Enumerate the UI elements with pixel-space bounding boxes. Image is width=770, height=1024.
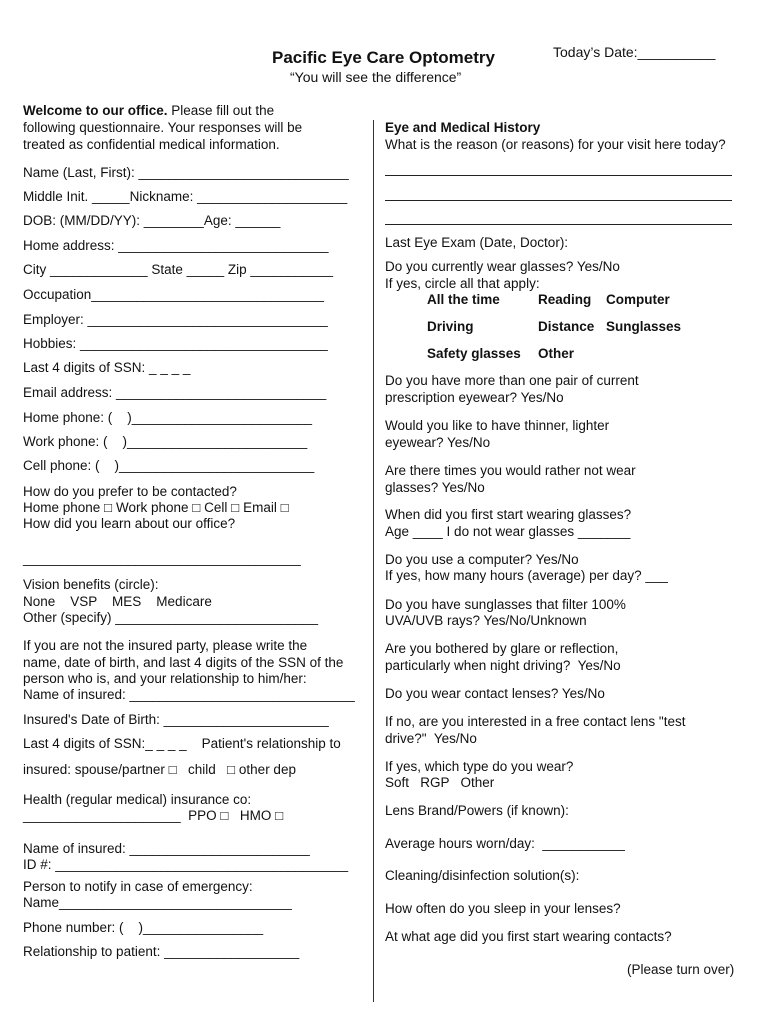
option-safety-glasses[interactable]: Safety glasses: [427, 346, 521, 361]
hobbies-field[interactable]: Hobbies: _________________________________: [23, 336, 328, 351]
sleep-in-lenses-field[interactable]: How often do you sleep in your lenses?: [385, 901, 621, 916]
circle-instruction: If yes, circle all that apply:: [385, 276, 540, 291]
visit-reason-question: What is the reason (or reasons) for your visit here today?: [385, 137, 726, 152]
turn-over-note: (Please turn over): [627, 962, 735, 977]
emergency-relationship-field[interactable]: Relationship to patient: __________________: [23, 944, 300, 959]
city-state-zip-field[interactable]: City _____________ State _____ Zip ___________: [23, 262, 334, 277]
vision-benefits-options[interactable]: None VSP MES Medicare: [23, 594, 212, 609]
not-wear-question-2[interactable]: glasses? Yes/No: [385, 480, 485, 495]
visit-reason-line-3[interactable]: [385, 224, 732, 225]
multiple-pairs-question-2[interactable]: prescription eyewear? Yes/No: [385, 390, 564, 405]
ssn-field[interactable]: Last 4 digits of SSN: _ _ _ _: [23, 360, 191, 375]
computer-use-question[interactable]: Do you use a computer? Yes/No: [385, 552, 579, 567]
option-other[interactable]: Other: [538, 346, 575, 361]
vision-other-field[interactable]: Other (specify) ___________________________: [23, 610, 318, 625]
learn-about-field[interactable]: _____________________________________: [23, 551, 301, 566]
emergency-phone-field[interactable]: Phone number: ( )________________: [23, 920, 264, 935]
computer-hours-field[interactable]: If yes, how many hours (average) per day? ___: [385, 568, 668, 583]
welcome-line-1: [23, 103, 274, 119]
welcome-bold: Welcome to our office.: [23, 103, 168, 118]
lens-type-question: If yes, which type do you wear?: [385, 759, 574, 774]
name-field[interactable]: Name (Last, First): ____________________________: [23, 165, 349, 180]
page-title: Pacific Eye Care Optometry: [272, 48, 495, 67]
option-sunglasses[interactable]: Sunglasses: [606, 319, 682, 334]
emergency-name-field[interactable]: Name_______________________________: [23, 895, 292, 910]
not-wear-question-1: Are there times you would rather not wear: [385, 463, 636, 478]
health-insurance-label: Health (regular medical) insurance co:: [23, 792, 252, 807]
contact-preference-question: How do you prefer to be contacted?: [23, 484, 237, 499]
glare-question-2[interactable]: particularly when night driving? Yes/No: [385, 658, 621, 673]
multiple-pairs-question-1: Do you have more than one pair of current: [385, 373, 639, 388]
option-driving[interactable]: Driving: [427, 319, 474, 334]
test-drive-question-1: If no, are you interested in a free contact lens "test: [385, 714, 686, 729]
visit-reason-line-2[interactable]: [385, 200, 732, 201]
cell-phone-field[interactable]: Cell phone: ( )__________________________: [23, 458, 315, 473]
vision-benefits-label: Vision benefits (circle):: [23, 577, 159, 592]
insured-instructions-1: If you are not the insured party, please write the: [23, 638, 308, 653]
option-distance[interactable]: Distance: [538, 319, 595, 334]
employer-field[interactable]: Employer: ________________________________: [23, 312, 328, 327]
lens-brand-field[interactable]: Lens Brand/Powers (if known):: [385, 803, 569, 818]
home-address-field[interactable]: Home address: ____________________________: [23, 238, 329, 253]
contacts-start-age-field[interactable]: At what age did you first start wearing contacts?: [385, 929, 672, 944]
todays-date-field[interactable]: Today’s Date:__________: [553, 44, 716, 60]
uv-sunglasses-question-1: Do you have sunglasses that filter 100%: [385, 597, 626, 612]
welcome-line-2: following questionnaire. Your responses will be: [23, 120, 303, 135]
learn-about-question: How did you learn about our office?: [23, 516, 236, 531]
insured-instructions-2: name, date of birth, and last 4 digits of the SSN of the: [23, 655, 344, 670]
option-reading[interactable]: Reading: [538, 292, 592, 307]
lens-type-options[interactable]: Soft RGP Other: [385, 775, 495, 790]
thinner-eyewear-question-1: Would you like to have thinner, lighter: [385, 418, 610, 433]
first-glasses-age-field[interactable]: Age ____ I do not wear glasses _______: [385, 524, 631, 539]
visit-reason-line-1[interactable]: [385, 175, 732, 176]
option-all-the-time[interactable]: All the time: [427, 292, 500, 307]
insured-name-2-field[interactable]: Name of insured: ________________________: [23, 841, 310, 856]
glare-question-1: Are you bothered by glare or reflection,: [385, 641, 619, 656]
insured-dob-field[interactable]: Insured's Date of Birth: ______________________: [23, 712, 329, 727]
uv-sunglasses-question-2[interactable]: UVA/UVB rays? Yes/No/Unknown: [385, 613, 587, 628]
insured-id-field[interactable]: ID #: _______________________________________: [23, 857, 349, 872]
insured-instructions-3: person who is, and your relationship to him/her:: [23, 671, 307, 686]
hours-worn-field[interactable]: Average hours worn/day: ___________: [385, 836, 625, 851]
test-drive-question-2[interactable]: drive?" Yes/No: [385, 731, 477, 746]
email-field[interactable]: Email address: ____________________________: [23, 385, 327, 400]
option-computer[interactable]: Computer: [606, 292, 670, 307]
middle-init-field[interactable]: Middle Init. _____Nickname: ____________________: [23, 189, 348, 204]
work-phone-field[interactable]: Work phone: ( )________________________: [23, 434, 308, 449]
insured-ssn-field[interactable]: Last 4 digits of SSN:_ _ _ _ Patient's relationship to: [23, 736, 341, 751]
occupation-field[interactable]: Occupation_______________________________: [23, 287, 325, 302]
home-phone-field[interactable]: Home phone: ( )________________________: [23, 410, 312, 425]
contact-preference-options[interactable]: Home phone □ Work phone □ Cell □ Email □: [23, 500, 289, 515]
contact-lenses-question[interactable]: Do you wear contact lenses? Yes/No: [385, 686, 605, 701]
insured-name-field[interactable]: Name of insured: ______________________________: [23, 687, 355, 702]
first-glasses-question: When did you first start wearing glasses?: [385, 507, 632, 522]
thinner-eyewear-question-2[interactable]: eyewear? Yes/No: [385, 435, 491, 450]
health-insurance-field[interactable]: _____________________ PPO □ HMO □: [23, 808, 284, 823]
dob-field[interactable]: DOB: (MM/DD/YY): ________Age: ______: [23, 213, 281, 228]
tagline: “You will see the difference”: [290, 69, 462, 85]
eye-history-heading: Eye and Medical History: [385, 120, 541, 135]
emergency-contact-label: Person to notify in case of emergency:: [23, 879, 253, 894]
last-eye-exam-field[interactable]: Last Eye Exam (Date, Doctor):: [385, 235, 569, 250]
cleaning-solution-field[interactable]: Cleaning/disinfection solution(s):: [385, 868, 580, 883]
column-divider: [373, 120, 374, 1002]
welcome-line-3: treated as confidential medical information.: [23, 137, 280, 152]
insured-relationship-options[interactable]: insured: spouse/partner □ child □ other dep: [23, 762, 296, 777]
welcome-rest: Please fill out the: [167, 103, 275, 118]
glasses-question[interactable]: Do you currently wear glasses? Yes/No: [385, 259, 620, 274]
